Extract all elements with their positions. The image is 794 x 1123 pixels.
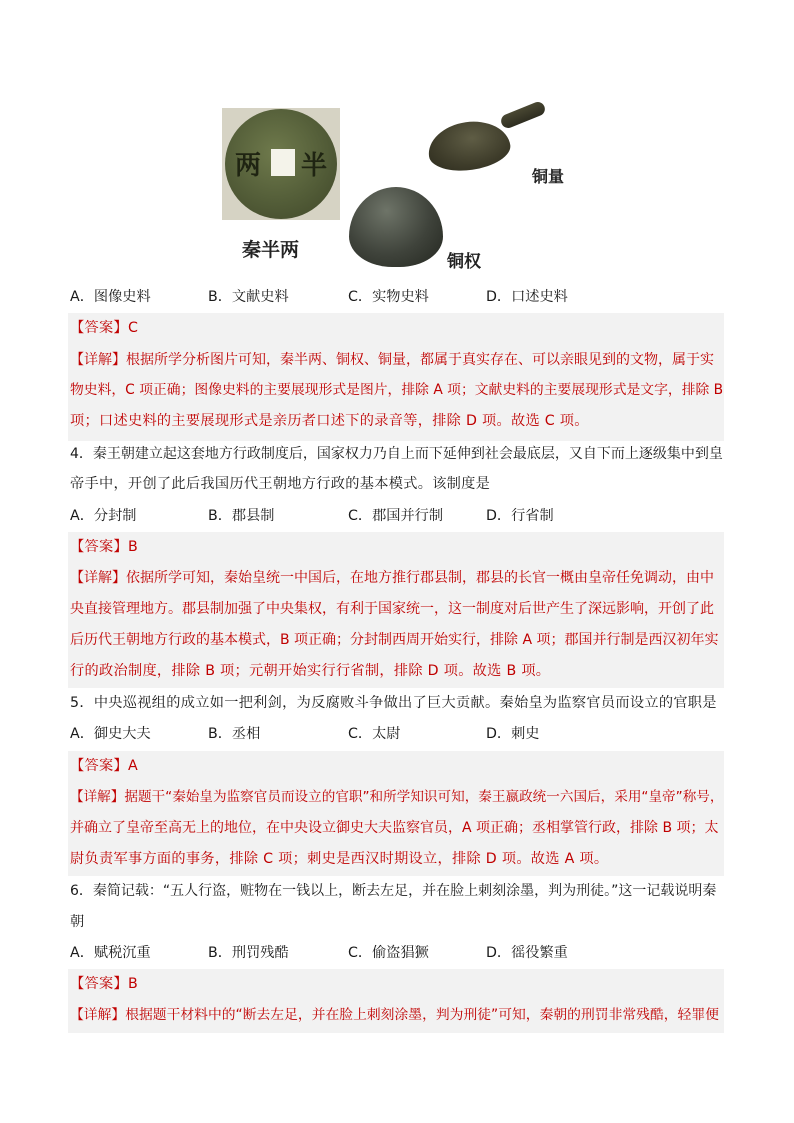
q4-option-b: B．郡县制 xyxy=(208,508,275,524)
q6-stem-line-1: 6．秦简记载：“五人行盗，赃物在一钱以上，断去左足，并在脸上刺刻涂墨，判为刑徒。”这一记载说明秦 xyxy=(70,883,717,899)
q5-option-a: A．御史大夫 xyxy=(70,726,151,742)
q6-option-b: B．刑罚残酷 xyxy=(208,945,289,961)
q5-stem-line-1: 5．中央巡视组的成立如一把利剑，为反腐败斗争做出了巨大贡献。秦始皇为监察官员而设立的官职是 xyxy=(70,695,717,711)
q4-option-a: A．分封制 xyxy=(70,508,137,524)
coin-caption: 秦半两 xyxy=(242,239,300,261)
answer-tag: 【答案】 xyxy=(70,539,128,555)
bronze-measure-handle xyxy=(499,100,547,130)
q5-option-d: D．刺史 xyxy=(486,726,540,742)
answer-value: B xyxy=(127,539,138,555)
q5-detail-line-2: 并确立了皇帝至高无上的地位，在中央设立御史大夫监察官员，A 项正确；丞相掌管行政，排除 B 项；太 xyxy=(70,820,719,836)
coin-char-left: 两 xyxy=(235,151,262,181)
answer-value: B xyxy=(127,976,138,992)
coin-disc xyxy=(225,109,337,219)
q5-answer xyxy=(70,756,138,776)
answer-tag: 【答案】 xyxy=(70,320,128,336)
q6-option-c: C．偷盗猖獗 xyxy=(348,945,429,961)
q4-answer xyxy=(70,537,138,557)
q4-stem-line-1: 4．秦王朝建立起这套地方行政制度后，国家权力乃自上而下延伸到社会最底层，又自下而上逐级集中到皇 xyxy=(70,446,723,462)
q3-option-d: D．口述史料 xyxy=(486,289,568,305)
bronze-weight-image xyxy=(349,187,443,267)
detail-tag: 【详解】 xyxy=(70,789,125,805)
q3-option-b: B．文献史料 xyxy=(208,289,289,305)
q5-option-b: B．丞相 xyxy=(208,726,261,742)
q5-detail-line-1: 【详解】据题干“秦始皇为监察官员而设立的官职”和所学知识可知，秦王嬴政统一六国后，采用“皇帝”称号， xyxy=(70,789,724,805)
q4-detail-line-3: 后历代王朝地方行政的基本模式，B 项正确；分封制西周开始实行，排除 A 项；郡国并行制是西汉初年实 xyxy=(70,632,719,648)
coin-square-hole xyxy=(271,149,295,176)
q4-detail-line-2: 央直接管理地方。郡县制加强了中央集权，有利于国家统一，这一制度对后世产生了深远影响，开创了此 xyxy=(70,601,714,617)
q6-detail-line-1: 【详解】根据题干材料中的“断去左足，并在脸上刺刻涂墨，判为刑徒”可知，秦朝的刑罚非常残酷，轻罪便 xyxy=(70,1007,719,1023)
q6-stem-line-2: 朝 xyxy=(70,914,85,930)
detail-tag: 【详解】 xyxy=(70,352,126,368)
q3-option-a: A．图像史料 xyxy=(70,289,151,305)
q4-option-c: C．郡国并行制 xyxy=(348,508,444,524)
q6-option-a: A．赋税沉重 xyxy=(70,945,151,961)
bronze-measure-caption: 铜量 xyxy=(532,167,565,186)
answer-value: C xyxy=(127,320,139,336)
answer-tag: 【答案】 xyxy=(70,976,128,992)
q3-option-c: C．实物史料 xyxy=(348,289,429,305)
q6-option-d: D．徭役繁重 xyxy=(486,945,568,961)
q3-detail-line-1: 【详解】根据所学分析图片可知，秦半两、铜权、铜量，都属于真实存在、可以亲眼见到的文物，属于实 xyxy=(70,352,714,368)
artifact-figure xyxy=(0,100,794,275)
bronze-measure-image xyxy=(425,117,513,176)
q4-option-d: D．行省制 xyxy=(486,508,554,524)
q5-option-c: C．太尉 xyxy=(348,726,401,742)
q3-answer xyxy=(70,318,138,338)
detail-tag: 【详解】 xyxy=(70,1007,126,1023)
q4-detail-line-1: 【详解】依据所学可知，秦始皇统一中国后，在地方推行郡县制，郡县的长官一概由皇帝任免调动，由中 xyxy=(70,570,714,586)
q6-answer xyxy=(70,974,138,994)
q3-detail-line-2: 物史料，C 项正确；图像史料的主要展现形式是图片，排除 A 项；文献史料的主要展现形式是文字，排除 B xyxy=(70,382,724,398)
coin-char-right: 半 xyxy=(301,151,328,181)
answer-tag: 【答案】 xyxy=(70,758,128,774)
answer-value: A xyxy=(127,758,138,774)
q4-detail-line-4: 行的政治制度，排除 B 项；元朝开始实行行省制，排除 D 项。故选 B 项。 xyxy=(70,663,551,679)
q4-stem-line-2: 帝手中，开创了此后我国历代王朝地方行政的基本模式。该制度是 xyxy=(70,476,491,492)
q3-detail-line-3: 项；口述史料的主要展现形式是亲历者口述下的录音等，排除 D 项。故选 C 项。 xyxy=(70,413,589,429)
detail-tag: 【详解】 xyxy=(70,570,126,586)
q5-detail-line-3: 尉负责军事方面的事务，排除 C 项；刺史是西汉时期设立，排除 D 项。故选 A 项。 xyxy=(70,851,609,867)
qin-banliang-coin-image xyxy=(222,108,340,220)
bronze-weight-caption: 铜权 xyxy=(447,252,481,272)
